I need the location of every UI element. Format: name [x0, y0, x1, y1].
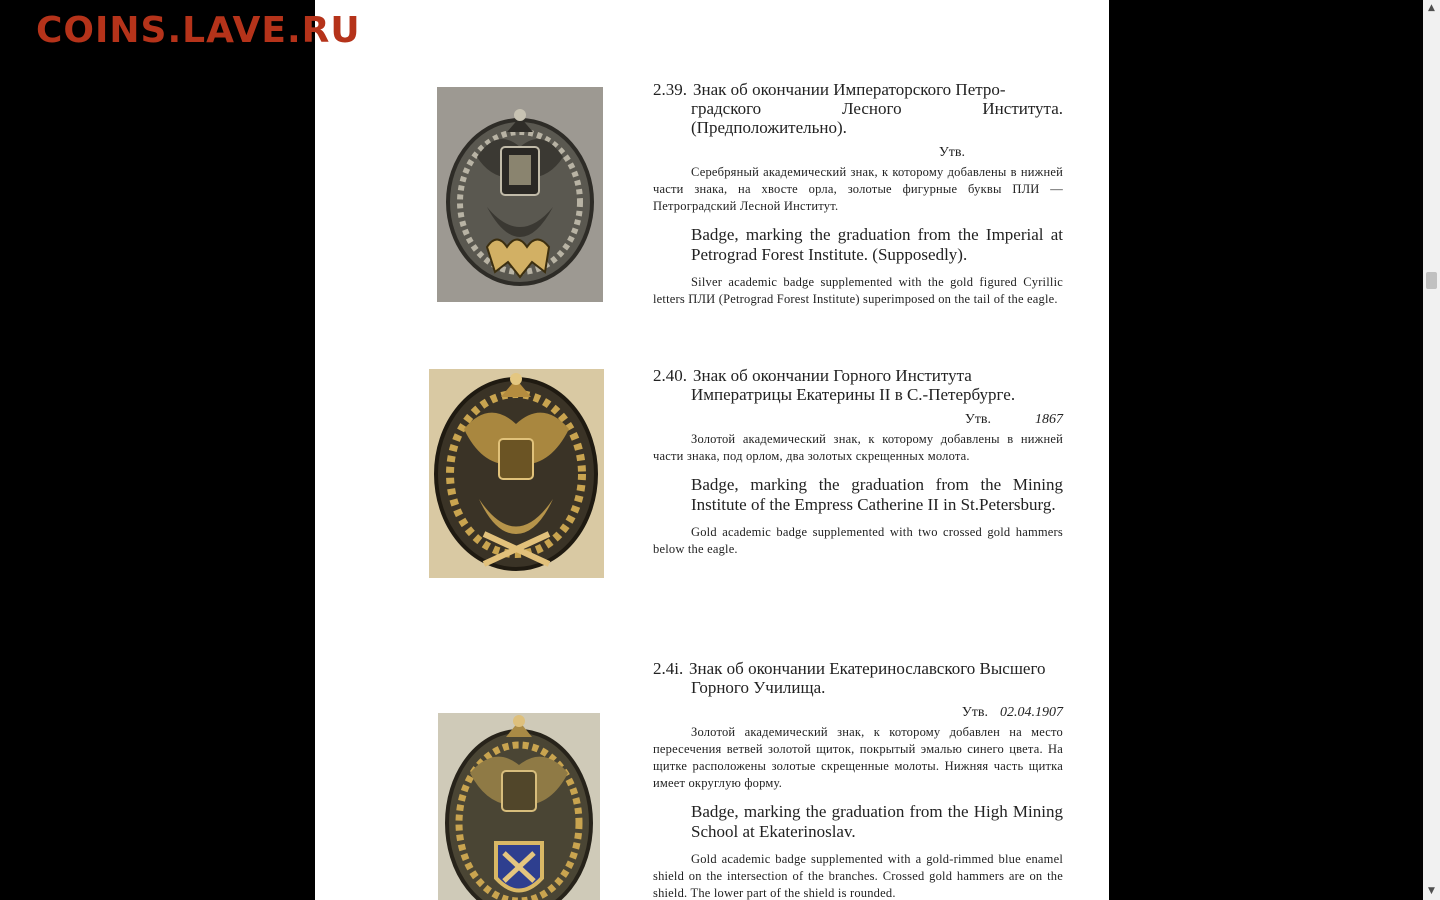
approval-date: 1867: [1035, 412, 1063, 427]
approval-line: [653, 705, 1063, 721]
badge-photo-2-40: [429, 369, 604, 578]
vertical-scrollbar[interactable]: [1423, 0, 1440, 900]
arrow-down-icon[interactable]: ▼: [1428, 886, 1435, 896]
entry-number: 2.40.: [653, 366, 687, 385]
approval-label: Утв.: [938, 145, 965, 160]
entry-text-2-41: [653, 659, 1063, 900]
entry-title-line2: градского Лесного Института. (Предположительно).: [691, 99, 1063, 137]
entry-heading: [653, 366, 1063, 404]
approval-line: [653, 145, 991, 161]
entry-text-2-40: [653, 366, 1063, 558]
english-title: Badge, marking the graduation from the Mining Institute of the Empress Catherine II in St.Petersburg.: [691, 475, 1063, 514]
entry-title-line1: Знак об окончании Императорского Петро-: [693, 80, 1006, 99]
entry-title-line2: Императрицы Екатерины II в С.-Петербурге.: [691, 385, 1016, 404]
approval-label: Утв.: [961, 705, 988, 720]
english-description: Gold academic badge supplemented with two crossed gold hammers below the eagle.: [653, 525, 1063, 556]
document-page: [315, 0, 1109, 900]
arrow-up-icon[interactable]: ▲: [1428, 3, 1435, 13]
scrollbar-thumb[interactable]: [1426, 272, 1437, 289]
english-description: Silver academic badge supplemented with the gold figured Cyrillic letters ПЛИ (Petrograd Forest Institute) superimposed on the tail of the eagle.: [653, 275, 1063, 306]
approval-label: Утв.: [964, 412, 991, 427]
entry-number: 2.39.: [653, 80, 687, 99]
english-title: Badge, marking the graduation from the Imperial at Petrograd Forest Institute. (Supposedly).: [691, 225, 1063, 264]
watermark: COINS.LAVE.RU: [36, 10, 361, 51]
entry-title-line1: Знак об окончании Екатеринославского Высшего: [689, 659, 1046, 678]
russian-description: Золотой академический знак, к которому добавлены в нижней части знака, под орлом, два золотых скрещенных молота.: [653, 432, 1063, 463]
entry-number: 2.4i.: [653, 659, 684, 678]
badge-photo-2-39: [437, 87, 603, 302]
approval-line: [653, 412, 1063, 428]
entry-text-2-39: [653, 80, 1063, 308]
entry-title-line1: Знак об окончании Горного Института: [693, 366, 972, 385]
english-description: Gold academic badge supplemented with a gold-rimmed blue enamel shield on the intersection of the branches. Crossed gold hammers are on the shield. The lower part of the shield is rounded.: [653, 852, 1063, 900]
badge-photo-2-41: [438, 713, 600, 900]
russian-description: Серебряный академический знак, к которому добавлены в нижней части знака, на хвосте орла, золотые фигурные буквы ПЛИ — Петроградский Лесной Институт.: [653, 165, 1063, 213]
entry-heading: [653, 80, 1063, 137]
entry-heading: [653, 659, 1063, 697]
english-title: Badge, marking the graduation from the High Mining School at Ekaterinoslav.: [691, 802, 1063, 841]
entry-title-line2: Горного Училища.: [691, 678, 826, 697]
russian-description: Золотой академический знак, к которому добавлен на место пересечения ветвей золотой щиток, покрытый эмалью синего цвета. На щитке расположены золотые скрещенные молоты. Нижняя часть щитка имеет округлую форму.: [653, 725, 1063, 790]
approval-date: 02.04.1907: [1000, 705, 1063, 720]
